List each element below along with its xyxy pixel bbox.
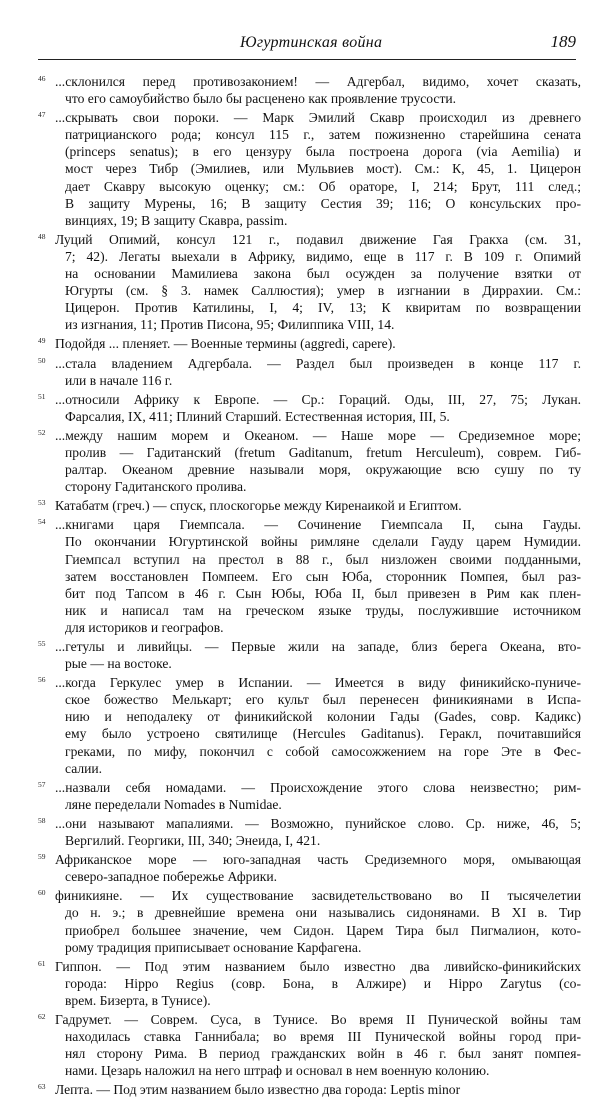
note-item (0, 109, 600, 229)
note-number: 52 (38, 427, 46, 437)
note-line: патрицианского рода; консул 115 г., затем пожизненно старейшина сената (65, 127, 581, 143)
note-line: ник и написал там на греческом языке труды, послужившие источником (65, 602, 581, 618)
note-item (0, 391, 600, 425)
note-number: 58 (38, 815, 46, 825)
note-line: ляне переделали Nomades в Numidae. (65, 796, 282, 812)
note-item (0, 1081, 600, 1098)
note-line: затем восстановлен Помпеем. Его сын Юба, сторонник Помпея, был раз- (65, 568, 581, 584)
note-item (0, 674, 600, 777)
note-line: Подойдя ... пленяет. — Военные термины (aggredi, capere). (55, 336, 396, 352)
note-line: северо-западное побережье Африки. (65, 869, 277, 885)
note-line: ское божество Мелькарт; его культ был перенесен финикиянами в Испа- (65, 692, 581, 708)
note-line: ...относили Африку к Европе. — Ср.: Гораций. Оды, III, 27, 75; Лукан. (55, 391, 581, 407)
note-line: ...когда Геркулес умер в Испании. — Имеется в виду финикийско-пуниче- (55, 675, 581, 691)
note-text (55, 674, 581, 777)
note-line: рому традиция приписывает основание Карфагена. (65, 939, 362, 955)
note-line: ...между нашим морем и Океаном. — Наше море — Средиземное море; (55, 427, 581, 443)
note-line: до н. э.; в древнейшие времена они назывались сидонянами. В XI в. Тир (65, 905, 581, 921)
note-text (55, 73, 581, 107)
note-item (0, 497, 600, 514)
note-text (55, 815, 581, 849)
note-item (0, 231, 600, 334)
note-line: Лепта. — Под этим названием было известно два города: Leptis minor (55, 1082, 461, 1098)
note-line: ...назвали себя номадами. — Происхождение этого слова неизвестно; рим- (55, 779, 581, 795)
page-number: 189 (550, 32, 576, 51)
note-item (0, 779, 600, 813)
note-line: ...стала владением Адгербала. — Раздел был произведен в конце 117 г. (55, 355, 581, 371)
note-line: дает Скавру высокую оценку; см.: Об ораторе, I, 214; Брут, 111 след.; (65, 178, 581, 194)
note-line: из изгнания, 11; Против Писона, 95; Филиппика VIII, 14. (65, 317, 395, 333)
note-text (55, 109, 581, 229)
note-line: бит под Тапсом в 46 г. Сын Юбы, Юба II, был привезен в Рим как плен- (65, 585, 581, 601)
note-line: пролив — Гадитанский (fretum Gaditanum, fretum Herculeum), соврем. Гиб- (65, 444, 581, 460)
note-number: 53 (38, 498, 46, 508)
note-line: ...скрывать свои пороки. — Марк Эмилий Скавр происходил из древнего (55, 110, 581, 126)
note-line: на основании Мамилиева закона был осужден за получение взятки от (65, 266, 581, 282)
note-number: 49 (38, 336, 46, 346)
note-line: нию и неподалеку от финикийской колонии Гады (Gades, совр. Кадикс) (65, 709, 581, 725)
note-text (55, 887, 581, 955)
note-text (55, 231, 581, 334)
note-line: Гиемпсал вступил на престол в 88 г., был низложен своими подданными, (65, 551, 581, 567)
note-number: 60 (38, 888, 46, 898)
note-line: нами. Цезарь наложил на него штраф и основал в нем военную колонию. (65, 1063, 490, 1079)
header-rule (38, 59, 576, 60)
note-line: ему было устроено святилище (Hercules Gaditanus). Геракл, почитавшийся (65, 726, 581, 742)
note-number: 46 (38, 74, 46, 83)
note-number: 50 (38, 355, 46, 365)
note-line: мост через Тибр (Эмилиев, или Мульвиев мост). См.: К, 45, 1. Цицерон (65, 161, 581, 177)
note-line: или в начале 116 г. (65, 372, 173, 388)
note-number: 62 (38, 1011, 46, 1021)
note-number: 57 (38, 779, 46, 789)
note-line: находилась ставка Ганнибала; во время III Пунической войны город при- (65, 1029, 581, 1045)
note-line: приобрел большее значение, чем Сидон. Царем Тира был Пигмалион, кото- (65, 922, 581, 938)
note-text (55, 638, 581, 672)
note-line: Гадрумет. — Соврем. Суса, в Тунисе. Во время II Пунической войны там (55, 1011, 581, 1027)
note-number: 55 (38, 639, 46, 648)
note-text (55, 779, 581, 813)
note-item (0, 516, 600, 636)
note-text (55, 516, 581, 636)
note-line: В защиту Мурены, 16; В защиту Сестия 39; 116; О консульских про- (65, 195, 581, 211)
note-item (0, 1011, 600, 1079)
note-line: для историков и географов. (65, 619, 224, 635)
note-line: сторону Гадитанского пролива. (65, 479, 247, 495)
note-text (55, 391, 581, 425)
note-line: По окончании Югуртинской войны римляне сделали Гауду царем Нумидии. (65, 534, 581, 550)
note-item (0, 355, 600, 389)
note-line: Гиппон. — Под этим названием было известно два ливийско-финикийских (55, 958, 581, 974)
note-line: Фарсалия, IX, 411; Плиний Старший. Естественная история, III, 5. (65, 408, 450, 424)
note-text (55, 958, 581, 1009)
note-item (0, 958, 600, 1009)
note-line: ...склонился перед противозаконием! — Адгербал, видимо, хочет сказать, (55, 74, 581, 89)
note-line: рые — на востоке. (65, 656, 172, 672)
note-number: 63 (38, 1082, 46, 1092)
note-line: что его самоубийство было бы расценено как проявление трусости. (65, 91, 457, 107)
note-line: Африканское море — юго-западная часть Средиземного моря, омывающая (55, 852, 581, 868)
note-item (0, 427, 600, 495)
note-text (55, 427, 581, 495)
note-number: 61 (38, 958, 46, 968)
note-line: нял сторону Рима. В период гражданских войн в 46 г. был занят помпея- (65, 1046, 581, 1062)
note-line: финикияне. — Их существование засвидетельствовано во II тысячелетии (55, 888, 581, 904)
note-line: ...гетулы и ливийцы. — Первые жили на западе, близ берега Океана, вто- (55, 639, 581, 654)
note-item (0, 887, 600, 955)
note-text (55, 335, 581, 352)
note-text (55, 1011, 581, 1079)
note-number: 56 (38, 675, 46, 685)
note-number: 59 (38, 852, 46, 862)
note-text (55, 851, 581, 885)
note-line: врем. Бизерта, в Тунисе). (65, 992, 211, 1008)
note-line: винциях, 19; В защиту Скавра, passim. (65, 212, 288, 228)
page-header (0, 30, 600, 60)
note-line: Югурты (см. § 3. намек Саллюстия); умер в изгнании в Диррахии. См.: (65, 283, 581, 299)
note-text (55, 497, 581, 514)
running-title: Югуртинская война (240, 34, 383, 51)
note-item (0, 815, 600, 849)
note-item (0, 638, 600, 672)
note-line: греками, по мифу, покончил с собой самосожжением на горе Эте в Фес- (65, 743, 581, 759)
note-item (0, 73, 600, 107)
note-line: ралтар. Океаном древние называли моря, окружающие всю сушу по ту (65, 462, 581, 478)
note-item (0, 335, 600, 352)
note-number: 51 (38, 391, 46, 401)
note-line: ...книгами царя Гиемпсала. — Сочинение Гиемпсала II, сына Гауды. (55, 517, 581, 533)
note-number: 54 (38, 517, 46, 527)
note-line: (princeps senatus); в его цензуру была построена дорога (via Aemilia) и (65, 144, 581, 160)
note-line: Луций Опимий, консул 121 г., подавил движение Гая Гракха (см. 31, (55, 231, 581, 247)
note-line: салии. (65, 760, 103, 776)
note-line: Цицерон. Против Катилины, I, 4; IV, 13; К квиритам по возвращении (65, 300, 581, 316)
note-line: Катабатм (греч.) — спуск, плоскогорье между Киренаикой и Египтом. (55, 498, 462, 514)
note-number: 48 (38, 231, 46, 241)
note-item (0, 851, 600, 885)
notes-list (0, 73, 600, 1100)
note-text (55, 355, 581, 389)
note-text (55, 1081, 581, 1098)
note-line: города: Hippo Regius (совр. Бона, в Алжире) и Hippo Zarytus (со- (65, 975, 581, 991)
note-line: 7; 42). Легаты выехали в Африку, видимо, еще в 117 г. В 109 г. Опимий (65, 248, 581, 264)
note-number: 47 (38, 110, 46, 120)
note-line: ...они называют мапалиями. — Возможно, пунийское слово. Ср. ниже, 46, 5; (55, 815, 581, 831)
note-line: Вергилий. Георгики, III, 340; Энеида, I, 421. (65, 833, 321, 849)
